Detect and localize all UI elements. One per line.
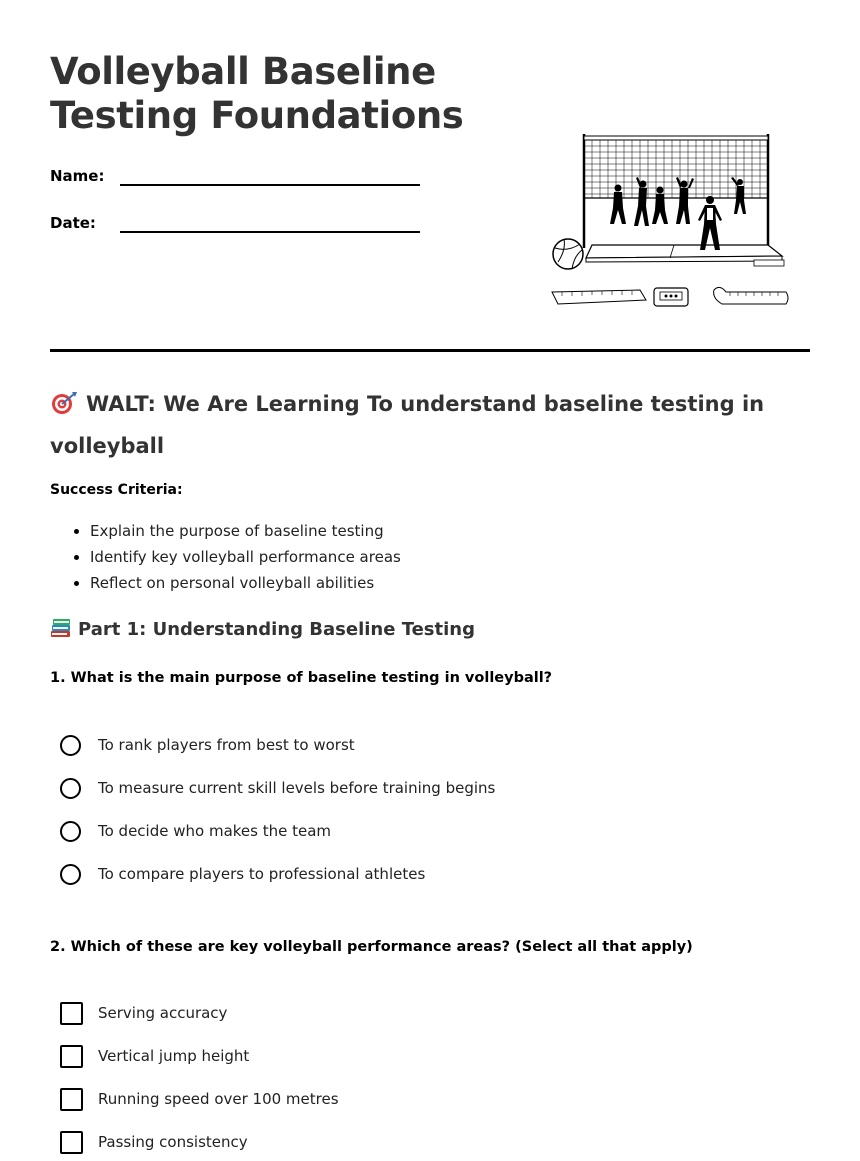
list-item: Identify key volleyball performance areas	[50, 544, 401, 570]
q1-option-1-label: To rank players from best to worst	[98, 736, 355, 754]
list-item: Reflect on personal volleyball abilities	[50, 570, 401, 596]
part1-heading	[50, 616, 475, 647]
name-label: Name:	[50, 167, 105, 185]
target-icon	[50, 389, 78, 427]
q2-option-4-label: Passing consistency	[98, 1133, 248, 1151]
q1-option-2-radio[interactable]	[60, 778, 81, 799]
title-line-1: Volleyball Baseline	[50, 50, 436, 93]
q2-option-4[interactable]	[60, 1131, 760, 1157]
q1-option-4-label: To compare players to professional athletes	[98, 865, 426, 883]
date-label: Date:	[50, 214, 96, 232]
q1-option-3[interactable]	[60, 820, 760, 846]
list-item: Explain the purpose of baseline testing	[50, 518, 401, 544]
page-title	[50, 50, 510, 138]
q1-option-2-label: To measure current skill levels before training begins	[98, 779, 496, 797]
q1-option-4-radio[interactable]	[60, 864, 81, 885]
name-field-row	[50, 166, 420, 196]
q2-option-3[interactable]	[60, 1088, 760, 1114]
walt-heading	[50, 385, 770, 465]
question-1-prompt: 1. What is the main purpose of baseline testing in volleyball?	[50, 670, 553, 686]
q1-option-3-radio[interactable]	[60, 821, 81, 842]
header-divider	[50, 349, 810, 352]
walt-text: WALT: We Are Learning To understand baseline testing in volleyball	[50, 392, 765, 458]
q2-option-3-label: Running speed over 100 metres	[98, 1090, 339, 1108]
q2-option-1-checkbox[interactable]	[60, 1002, 83, 1025]
q2-option-2-checkbox[interactable]	[60, 1045, 83, 1068]
q2-option-2[interactable]	[60, 1045, 760, 1071]
books-icon	[50, 618, 72, 647]
q2-option-3-checkbox[interactable]	[60, 1088, 83, 1111]
q1-option-4[interactable]	[60, 863, 760, 889]
success-criteria-list	[50, 518, 401, 596]
q1-option-2[interactable]	[60, 777, 760, 803]
success-criteria-label: Success Criteria:	[50, 482, 183, 498]
q1-option-1-radio[interactable]	[60, 735, 81, 756]
q2-option-4-checkbox[interactable]	[60, 1131, 83, 1154]
name-field[interactable]	[120, 184, 420, 186]
title-line-2: Testing Foundations	[50, 94, 464, 137]
date-field-row	[50, 213, 420, 243]
date-field[interactable]	[120, 231, 420, 233]
question-2-prompt: 2. Which of these are key volleyball performance areas? (Select all that apply)	[50, 939, 693, 955]
q2-option-1[interactable]	[60, 1002, 760, 1028]
q2-option-2-label: Vertical jump height	[98, 1047, 250, 1065]
q2-option-1-label: Serving accuracy	[98, 1004, 228, 1022]
part1-heading-text: Part 1: Understanding Baseline Testing	[78, 619, 475, 640]
volleyball-net-players-illustration	[550, 128, 790, 313]
q1-option-3-label: To decide who makes the team	[98, 822, 332, 840]
q1-option-1[interactable]	[60, 734, 760, 760]
